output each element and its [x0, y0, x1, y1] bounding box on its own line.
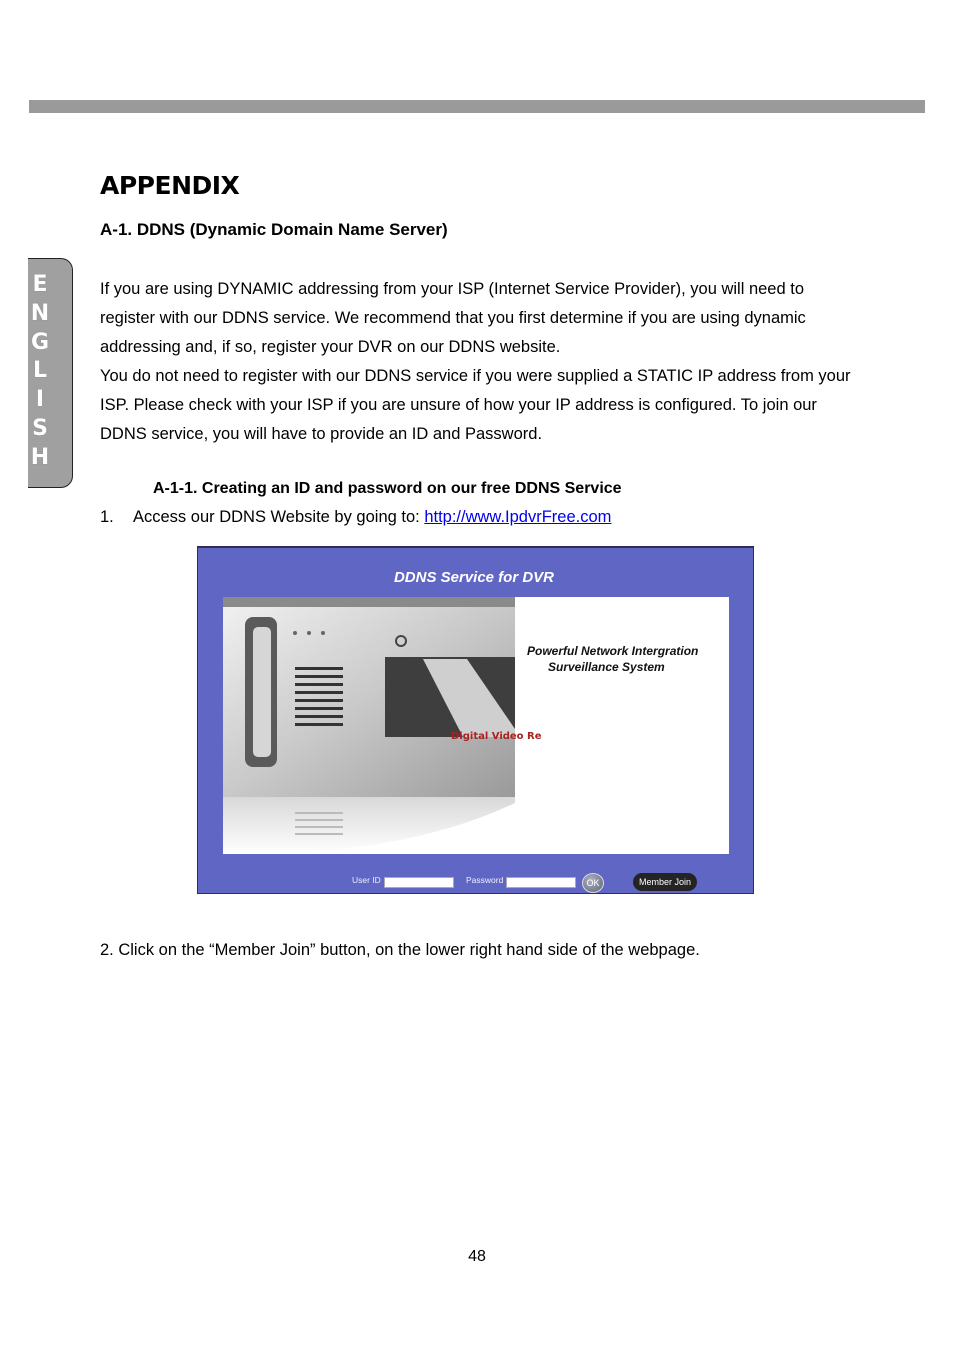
- language-tab: [28, 258, 73, 488]
- step-2: 2. Click on the “Member Join” button, on the lower right hand side of the webpage.: [100, 941, 700, 959]
- hero-panel: [223, 597, 729, 854]
- tagline: Powerful Network Intergration Surveillance System: [527, 644, 699, 674]
- language-tab-letters: E N G L I S H: [30, 272, 50, 470]
- paragraph: You do not need to register with our DDNS service if you were supplied a STATIC IP address from your ISP. Please check with your ISP if you are unsure of how your IP address is configured. To join our DDNS service, you will have to provide an ID and Password.: [100, 367, 851, 443]
- member-join-button[interactable]: Member Join: [633, 873, 697, 891]
- step-text: Access our DDNS Website by going to:: [133, 508, 425, 526]
- dvr-brand-label: Digital Video Re: [451, 731, 542, 742]
- password-label: Password: [466, 875, 504, 885]
- subsection-title: A-1-1. Creating an ID and password on our free DDNS Service: [153, 480, 622, 497]
- header-bar: [29, 100, 925, 113]
- step-1: [100, 508, 611, 527]
- user-id-input[interactable]: [384, 877, 454, 888]
- site-title: DDNS Service for DVR: [393, 569, 555, 586]
- ddns-website-screenshot: [197, 546, 754, 894]
- dvr-device-image: [223, 597, 729, 854]
- password-input[interactable]: [506, 877, 576, 888]
- ddns-website-link[interactable]: http://www.IpdvrFree.com: [424, 508, 612, 526]
- intro-text: [100, 275, 860, 449]
- ok-button[interactable]: OK: [582, 873, 604, 893]
- paragraph: If you are using DYNAMIC addressing from your ISP (Internet Service Provider), you will need to register with our DDNS service. We recommend that you first determine if you are using dynamic addressing and, if so, register your DVR on our DDNS website.: [100, 280, 806, 356]
- page-heading: APPENDIX: [100, 171, 240, 200]
- user-id-label: User ID: [352, 875, 381, 885]
- section-title: A-1. DDNS (Dynamic Domain Name Server): [100, 220, 448, 239]
- step-number: 1.: [100, 508, 114, 526]
- page-number: 48: [468, 1248, 486, 1265]
